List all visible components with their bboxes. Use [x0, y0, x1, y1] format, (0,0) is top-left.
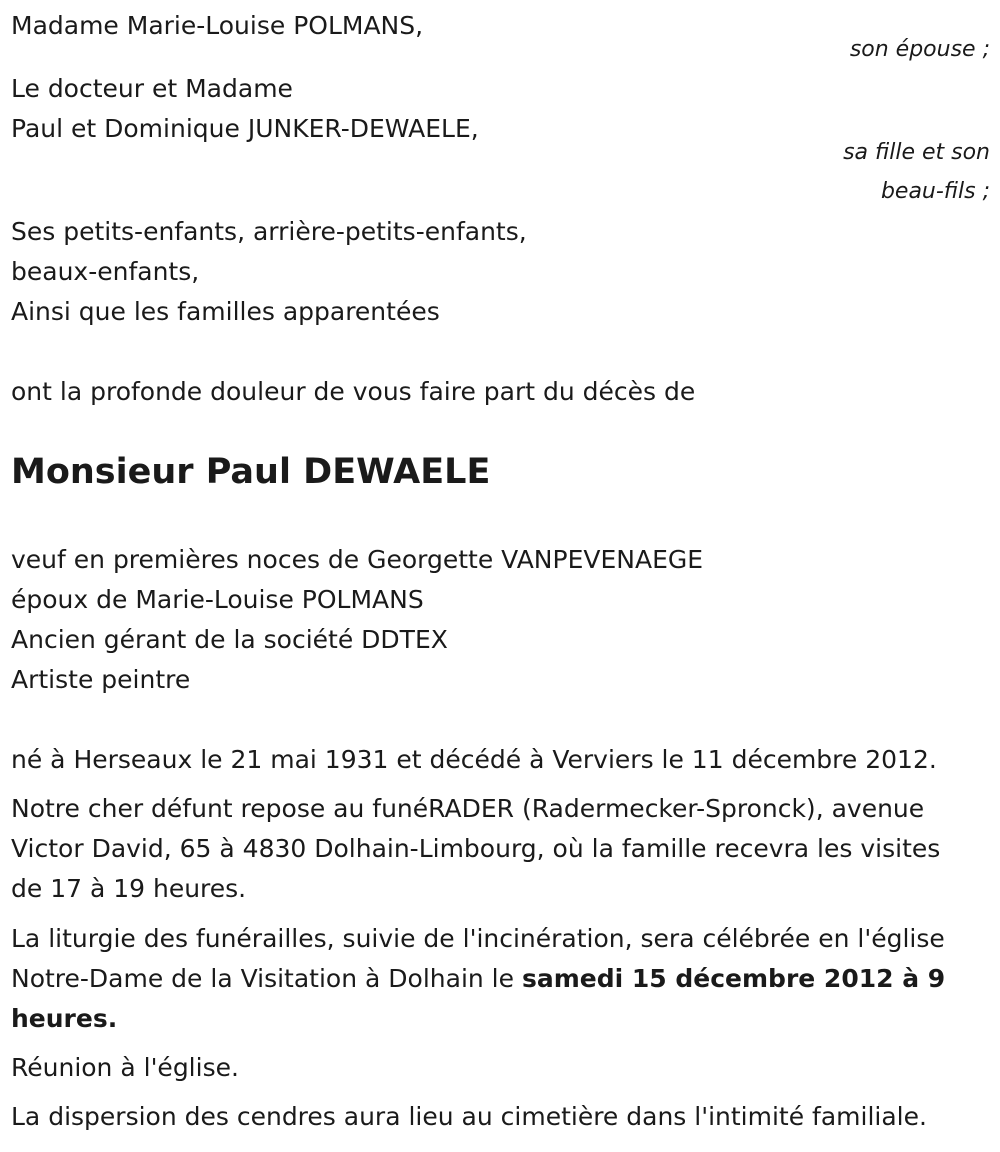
grandchildren-line-1: Ses petits-enfants, arrière-petits-enfants, [11, 217, 527, 246]
ceremony-line-3 [11, 999, 993, 1039]
deceased-name: Monsieur Paul DEWAELE [11, 452, 491, 492]
daughter-relation-line-1: sa fille et son [843, 140, 990, 165]
ceremony-line-1: La liturgie des funérailles, suivie de l'incinération, sera célébrée en l'église [11, 924, 945, 953]
daughter-line-1: Le docteur et Madame [11, 74, 293, 103]
funeral-home-line-3: de 17 à 19 heures. [11, 874, 247, 903]
meeting-text: Réunion à l'église. [11, 1053, 239, 1082]
ceremony-location: Notre-Dame de la Visitation à Dolhain le [11, 964, 522, 993]
ceremony-date-end: heures. [11, 1004, 118, 1033]
ceremony-line-2 [11, 959, 993, 999]
grandchildren-line-2: beaux-enfants, [11, 257, 200, 286]
spouse-relation: son épouse ; [849, 37, 990, 62]
grandchildren-line-3: Ainsi que les familles apparentées [11, 297, 440, 326]
daughter-line-2: Paul et Dominique JUNKER-DEWAELE, [11, 114, 479, 143]
ashes-text: La dispersion des cendres aura lieu au cimetière dans l'intimité familiale. [11, 1102, 927, 1131]
detail-widower: veuf en premières noces de Georgette VANPEVENAEGE [11, 545, 704, 574]
announcement-text: ont la profonde douleur de vous faire part du décès de [11, 377, 696, 406]
spouse-name: Madame Marie-Louise POLMANS, [11, 11, 424, 40]
funeral-home-paragraph [11, 789, 993, 909]
daughter-relation-line-2: beau-fils ; [880, 179, 990, 204]
detail-artist: Artiste peintre [11, 665, 191, 694]
ceremony-paragraph [11, 919, 993, 1039]
funeral-home-line-2: Victor David, 65 à 4830 Dolhain-Limbourg, où la famille recevra les visites [11, 834, 941, 863]
detail-spouse: époux de Marie-Louise POLMANS [11, 585, 424, 614]
detail-profession: Ancien gérant de la société DDTEX [11, 625, 448, 654]
birth-death-text: né à Herseaux le 21 mai 1931 et décédé à Verviers le 11 décembre 2012. [11, 745, 937, 774]
ceremony-date: samedi 15 décembre 2012 à 9 [521, 964, 946, 993]
funeral-home-line-1: Notre cher défunt repose au funéRADER (Radermecker-Spronck), avenue [11, 794, 925, 823]
